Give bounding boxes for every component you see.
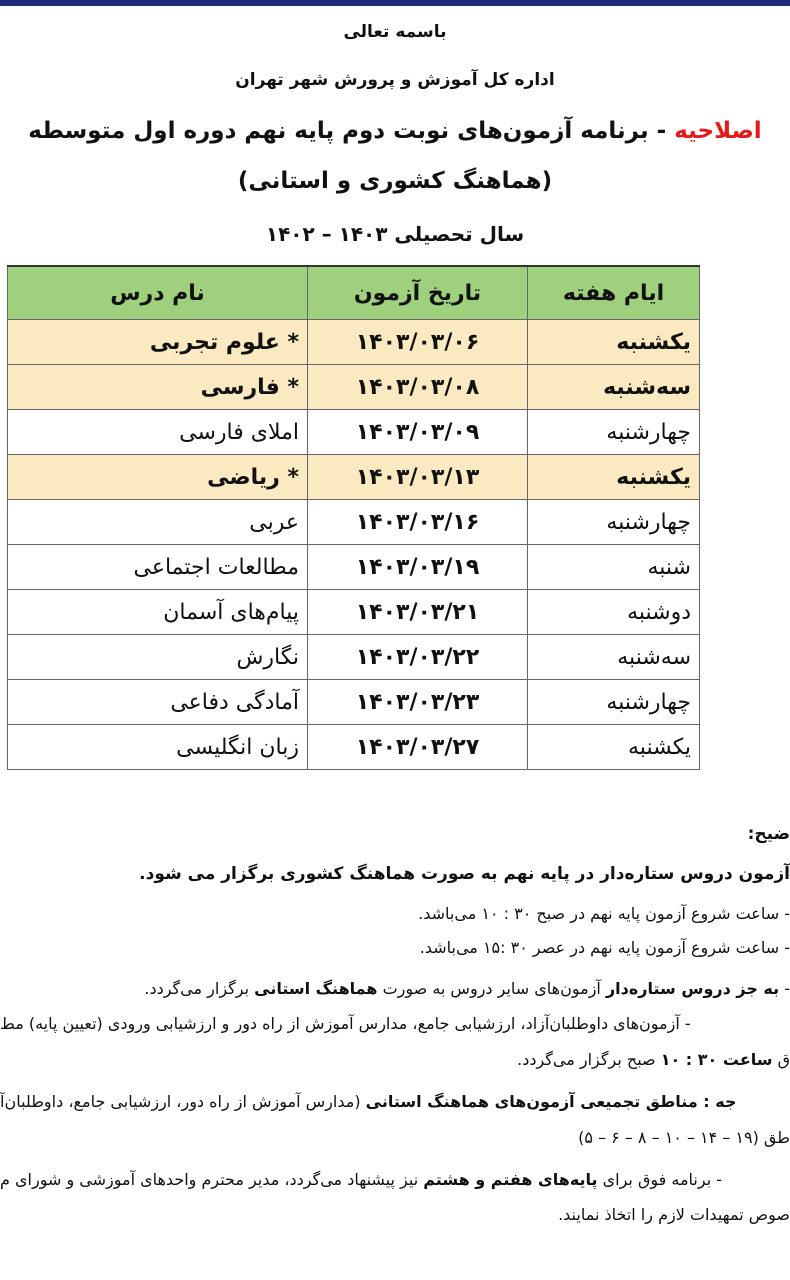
page-subtitle: (هماهنگ کشوری و استانی) bbox=[237, 168, 553, 194]
day-cell: چهارشنبه bbox=[528, 410, 700, 455]
title-text: - برنامه آزمون‌های نوبت دوم پایه نهم دوره اول متوسطه bbox=[28, 118, 675, 144]
course-cell: مطالعات اجتماعی bbox=[8, 545, 308, 590]
organization-name: اداره کل آموزش و پرورش شهر تهران bbox=[235, 70, 555, 90]
date-cell: ۱۴۰۳/۰۳/۲۱ bbox=[308, 590, 528, 635]
course-cell: * علوم تجربی bbox=[8, 320, 308, 365]
date-cell: ۱۴۰۳/۰۳/۱۶ bbox=[308, 500, 528, 545]
day-cell: سه‌شنبه bbox=[528, 365, 700, 410]
date-cell: ۱۴۰۳/۰۳/۱۹ bbox=[308, 545, 528, 590]
notes-heading: ضیح: bbox=[747, 824, 790, 844]
day-cell: یکشنبه bbox=[528, 320, 700, 365]
page-title bbox=[0, 118, 790, 144]
table-row bbox=[8, 365, 700, 410]
day-cell: سه‌شنبه bbox=[528, 635, 700, 680]
column-header-course: نام درس bbox=[8, 266, 308, 320]
column-header-day: ایام هفته bbox=[528, 266, 700, 320]
note-line: طق (۱۹ – ۱۴ – ۱۰ – ۸ – ۶ – ۵) bbox=[578, 1128, 790, 1147]
date-cell: ۱۴۰۳/۰۳/۰۸ bbox=[308, 365, 528, 410]
note-line: آزمون دروس ستاره‌دار در پایه نهم به صورت هماهنگ کشوری برگزار می شود. bbox=[139, 864, 790, 884]
day-cell: شنبه bbox=[528, 545, 700, 590]
table-row bbox=[8, 725, 700, 770]
note-line: - آزمون‌های داوطلبان‌آزاد، ارزشیابی جامع، مدارس آموزش از راه دور و ارزشیابی ورودی (تعیین پایه) مط bbox=[0, 1014, 691, 1033]
academic-year: سال تحصیلی ۱۴۰۳ – ۱۴۰۲ bbox=[265, 222, 525, 246]
table-row bbox=[8, 500, 700, 545]
table-row bbox=[8, 590, 700, 635]
course-cell: زبان انگلیسی bbox=[8, 725, 308, 770]
course-cell: پیام‌های آسمان bbox=[8, 590, 308, 635]
date-cell: ۱۴۰۳/۰۳/۲۲ bbox=[308, 635, 528, 680]
top-border bbox=[0, 0, 790, 6]
exam-schedule-table bbox=[7, 265, 700, 770]
date-cell: ۱۴۰۳/۰۳/۲۳ bbox=[308, 680, 528, 725]
day-cell: چهارشنبه bbox=[528, 680, 700, 725]
note-line: جه : مناطق تجمیعی آزمون‌های هماهنگ استانی (مدارس آموزش از راه دور، ارزشیابی جامع، داوطلبان‌آ bbox=[0, 1092, 737, 1111]
course-cell: * فارسی bbox=[8, 365, 308, 410]
note-line: - ساعت شروع آزمون پایه نهم در عصر ۳۰ :۱۵ می‌باشد. bbox=[419, 938, 790, 957]
date-cell: ۱۴۰۳/۰۳/۲۷ bbox=[308, 725, 528, 770]
course-cell: عربی bbox=[8, 500, 308, 545]
note-line: - برنامه فوق برای پایه‌های هفتم و هشتم نیز پیشنهاد می‌گردد، مدیر محترم واحدهای آموزشی و شورای م bbox=[0, 1170, 722, 1189]
column-header-date: تاریخ آزمون bbox=[308, 266, 528, 320]
date-cell: ۱۴۰۳/۰۳/۰۹ bbox=[308, 410, 528, 455]
table-header-row bbox=[8, 266, 700, 320]
table-row bbox=[8, 680, 700, 725]
note-line: صوص تمهیدات لازم را اتخاذ نمایند. bbox=[558, 1205, 790, 1224]
day-cell: یکشنبه bbox=[528, 455, 700, 500]
day-cell: دوشنبه bbox=[528, 590, 700, 635]
note-line: ق ساعت ۳۰ : ۱۰ صبح برگزار می‌گردد. bbox=[517, 1050, 790, 1069]
note-line: - ساعت شروع آزمون پایه نهم در صبح ۳۰ : ۱۰ می‌باشد. bbox=[418, 904, 790, 923]
course-cell: آمادگی دفاعی bbox=[8, 680, 308, 725]
day-cell: یکشنبه bbox=[528, 725, 700, 770]
date-cell: ۱۴۰۳/۰۳/۰۶ bbox=[308, 320, 528, 365]
date-cell: ۱۴۰۳/۰۳/۱۳ bbox=[308, 455, 528, 500]
course-cell: املای فارسی bbox=[8, 410, 308, 455]
table-row bbox=[8, 635, 700, 680]
correction-label: اصلاحیه bbox=[674, 118, 762, 144]
table-row bbox=[8, 320, 700, 365]
note-line: - به جز دروس ستاره‌دار آزمون‌های سایر دروس به صورت هماهنگ استانی برگزار می‌گردد. bbox=[144, 979, 790, 998]
bismillah-line: باسمه تعالی bbox=[343, 22, 447, 42]
table-row bbox=[8, 410, 700, 455]
course-cell: نگارش bbox=[8, 635, 308, 680]
course-cell: * ریاضی bbox=[8, 455, 308, 500]
day-cell: چهارشنبه bbox=[528, 500, 700, 545]
table-row bbox=[8, 545, 700, 590]
table-row bbox=[8, 455, 700, 500]
